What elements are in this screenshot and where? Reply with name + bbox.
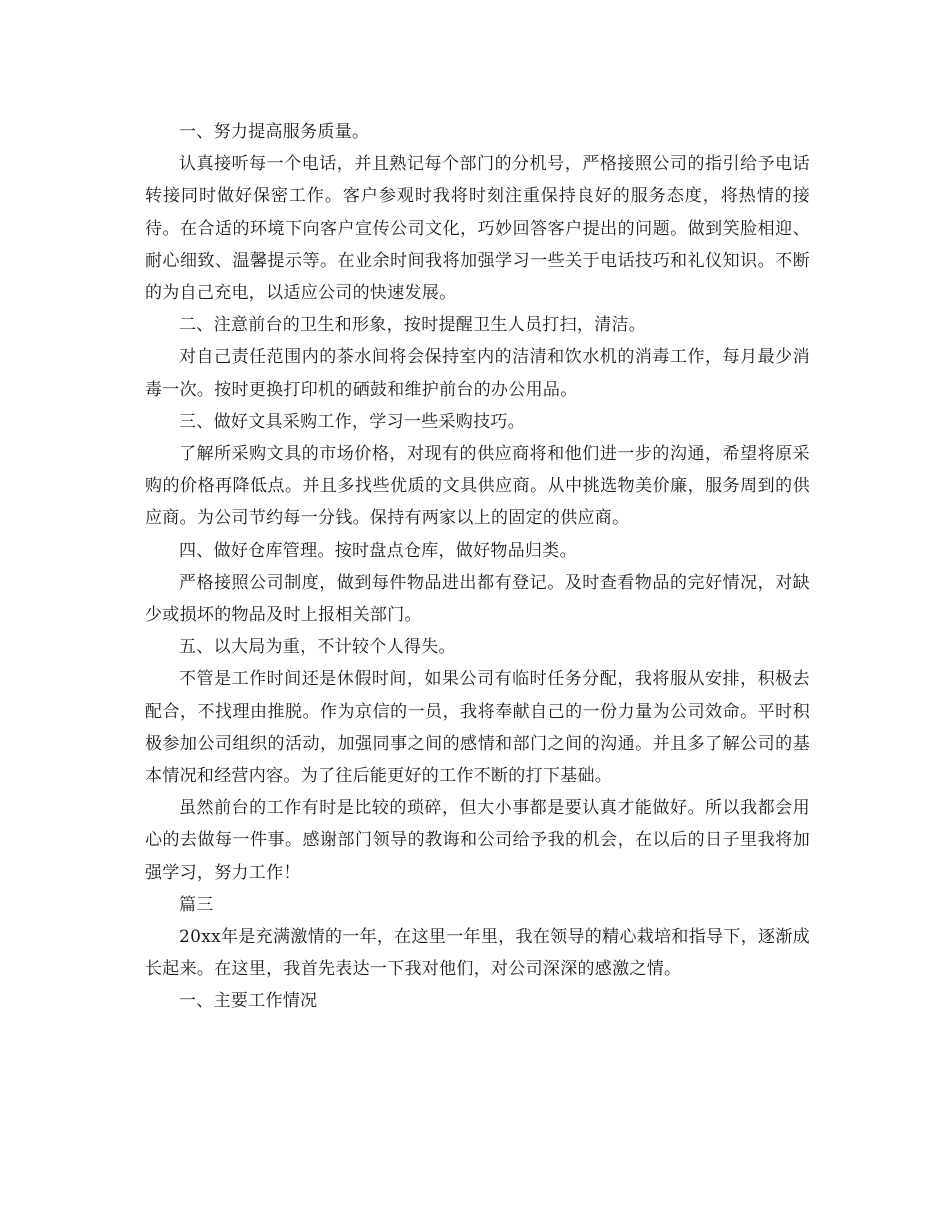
section-title-part-three: 篇三 (179, 894, 214, 915)
heading-stationery-purchase: 三、做好文具采购工作，学习一些采购技巧。 (179, 411, 525, 432)
paragraph-phone-reception: 认真接听每一个电话，并且熟记每个部门的分机号，严格接照公司的指引给予电话转接同时做好保密工作。客户参观时我将时刻注重保持良好的服务态度，将热情的接待。在合适的环境下向客户宣传公司文化，巧妙回答客户提出的问题。做到笑脸相迎、耐心细致、温馨提示等。在业余时间我将加强学习一些关于电话技巧和礼仪知识。不断的为自己充电，以适应公司的快速发展。 (145, 154, 810, 304)
heading-warehouse: 四、做好仓库管理。按时盘点仓库，做好物品归类。 (179, 540, 577, 561)
paragraph-cooperation: 不管是工作时间还是休假时间，如果公司有临时任务分配，我将服从安排，积极去配合，不找理由推脱。作为京信的一员，我将奉献自己的一份力量为公司效命。平时积极参加公司组织的活动，加强同事之间的感情和部门之间的沟通。并且多了解公司的基本情况和经营内容。为了往后能更好的工作不断的打下基础。 (145, 669, 810, 787)
paragraph-warehouse-rules: 严格接照公司制度，做到每件物品进出都有登记。及时查看物品的完好情况，对缺少或损坏的物品及时上报相关部门。 (145, 572, 810, 626)
document-body (145, 116, 810, 1018)
heading-main-work: 一、主要工作情况 (179, 991, 318, 1012)
heading-hygiene-image: 二、注意前台的卫生和形象，按时提醒卫生人员打扫，清洁。 (179, 315, 647, 336)
paragraph-conclusion: 虽然前台的工作有时是比较的琐碎，但大小事都是要认真才能做好。所以我都会用心的去做每一件事。感谢部门领导的教诲和公司给予我的机会，在以后的日子里我将加强学习，努力工作！ (145, 798, 810, 883)
paragraph-year-intro: 20xx年是充满激情的一年，在这里一年里，我在领导的精心栽培和指导下，逐渐成长起来。在这里，我首先表达一下我对他们，对公司深深的感激之情。 (145, 927, 810, 980)
heading-big-picture: 五、以大局为重，不计较个人得失。 (179, 637, 456, 658)
heading-service-quality: 一、努力提高服务质量。 (179, 122, 370, 142)
paragraph-supplier: 了解所采购文具的市场价格，对现有的供应商将和他们进一步的沟通，希望将原采购的价格再降低点。并且多找些优质的文具供应商。从中挑选物美价廉，服务周到的供应商。为公司节约每一分钱。保持有两家以上的固定的供应商。 (145, 444, 810, 529)
paragraph-tea-room: 对自己责任范围内的茶水间将会保持室内的洁清和饮水机的消毒工作，每月最少消毒一次。按时更换打印机的硒鼓和维护前台的办公用品。 (145, 347, 810, 400)
